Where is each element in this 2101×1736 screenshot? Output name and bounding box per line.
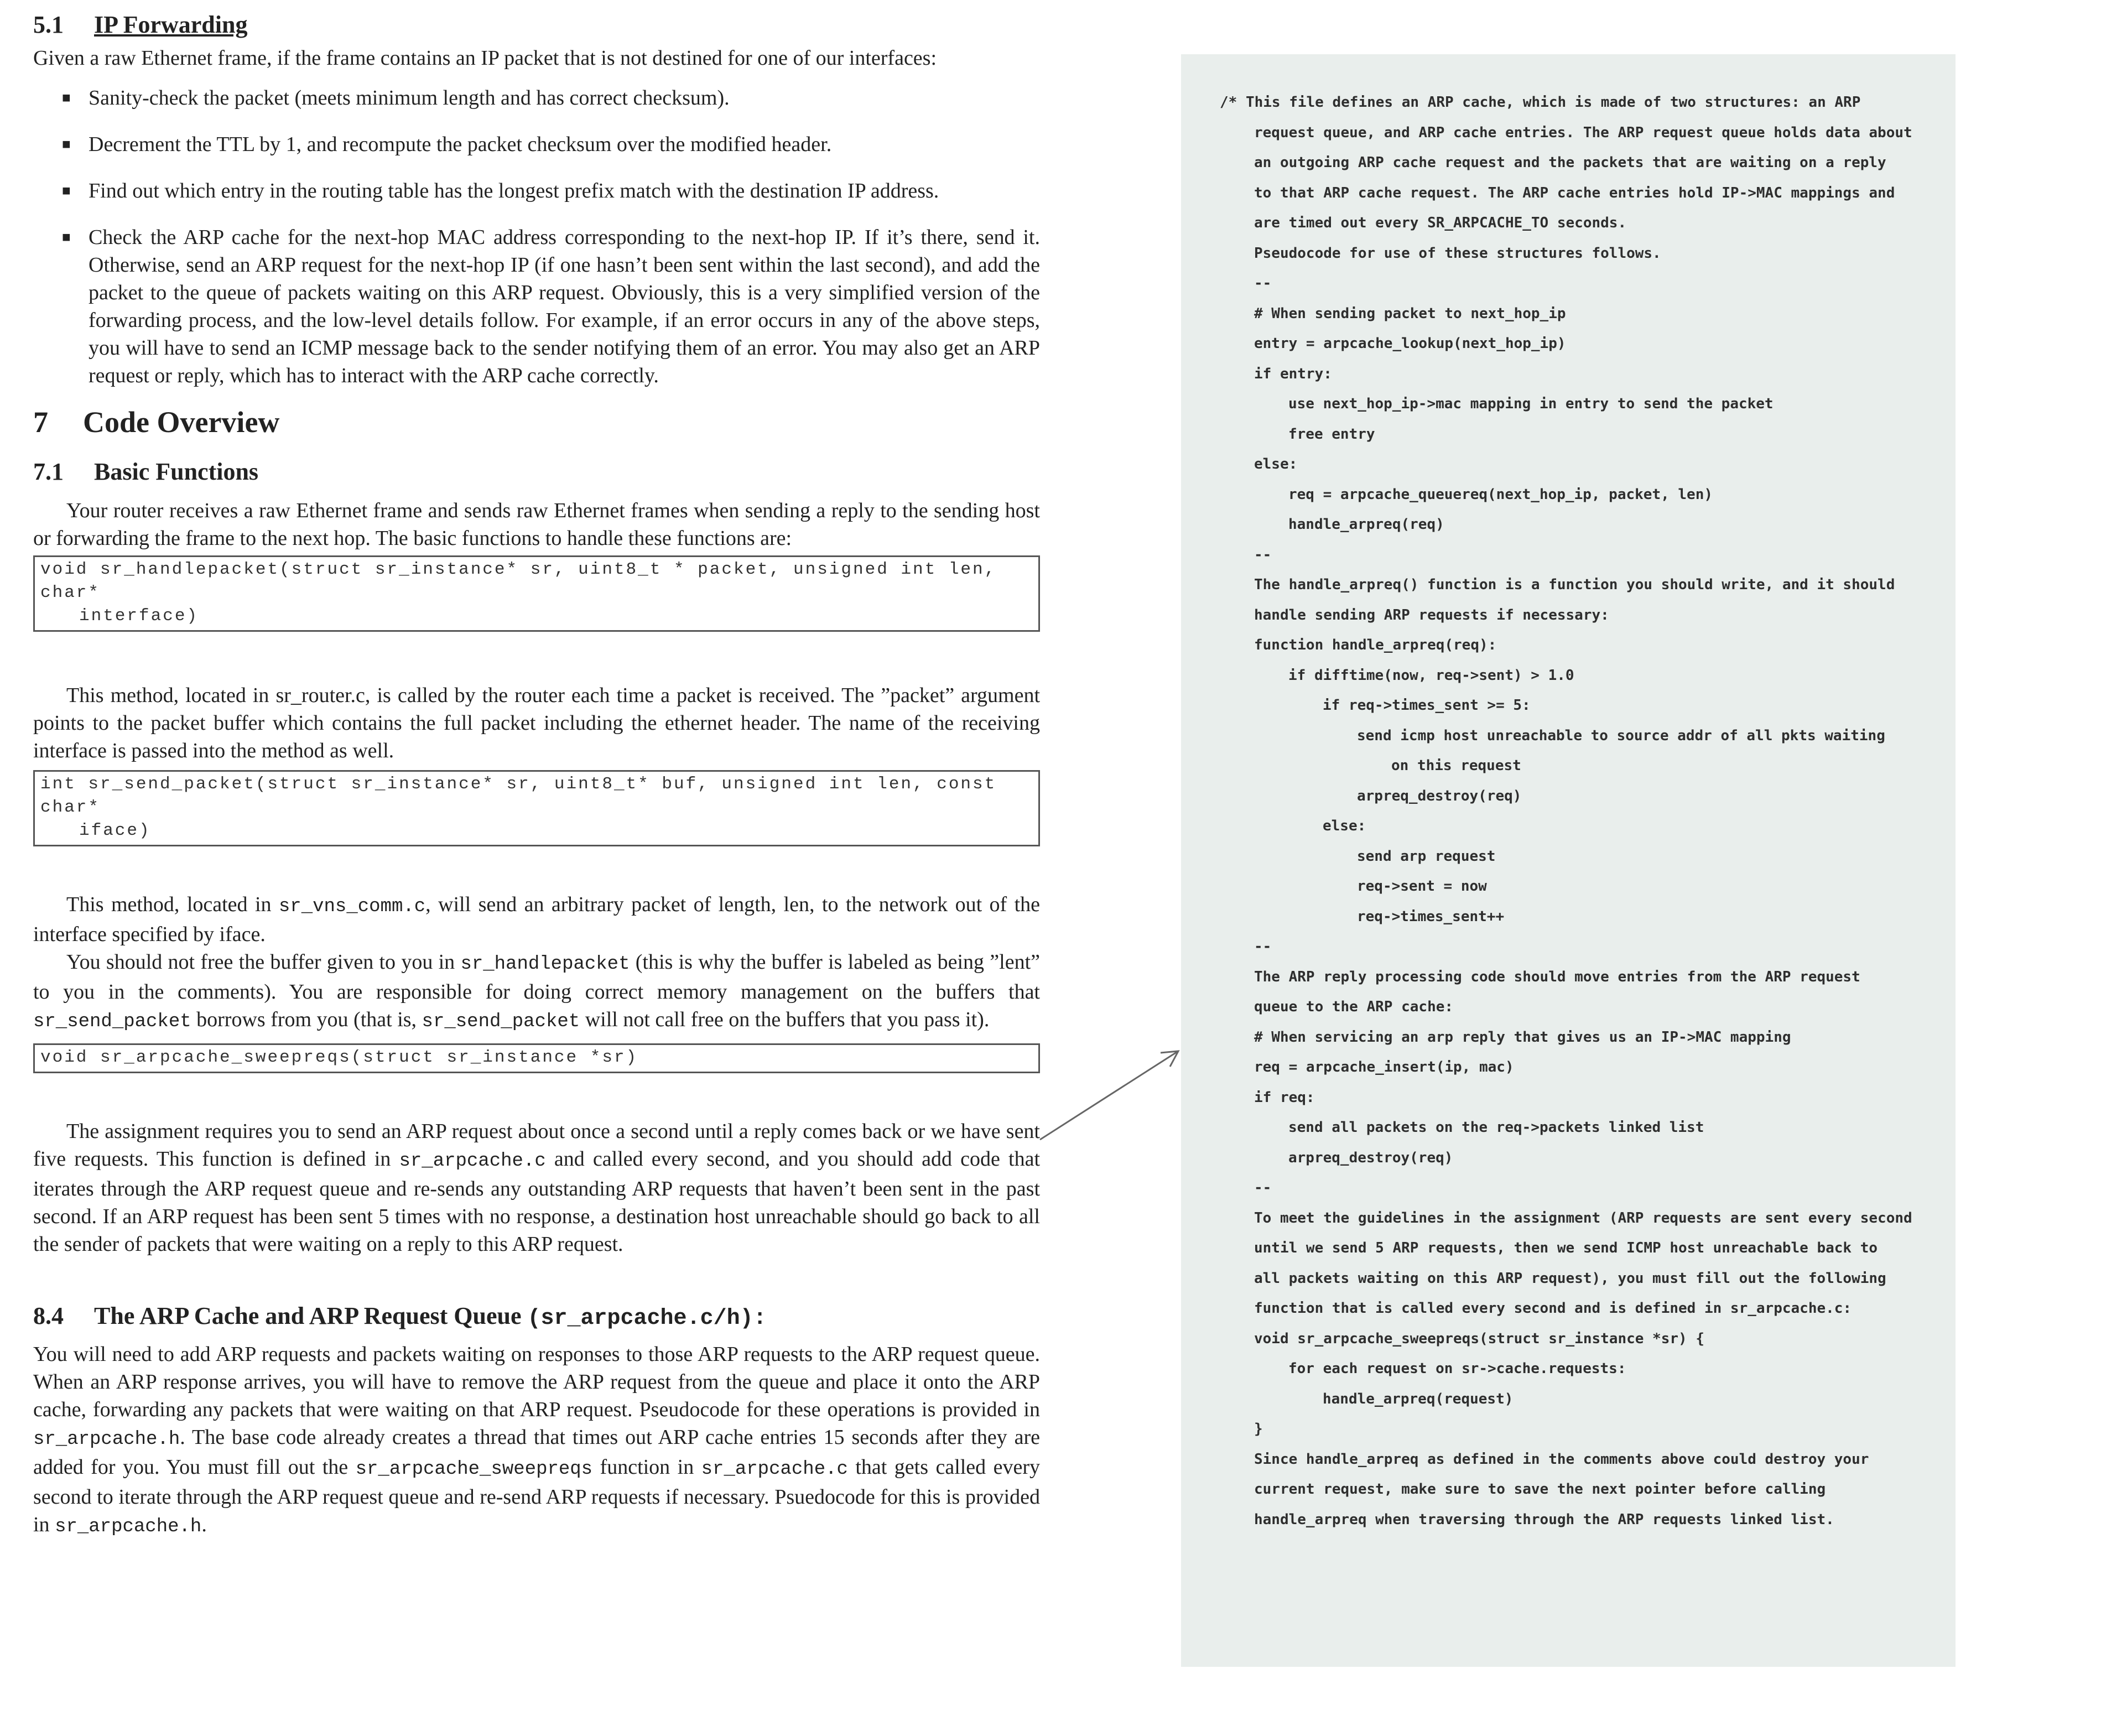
code-line: current request, make sure to save the next pointer before calling [1254, 1481, 1826, 1498]
code-line: on this request [1391, 757, 1521, 774]
list-item: ■ Check the ARP cache for the next-hop MAC address corresponding to the next-hop IP. If it’s there, send it. Otherwise, send an ARP request for the next-hop IP (if one hasn’t been sent within the last second), and add the packet to the queue of packets waiting on this ARP request. Obviously, this is a very simplified version of the forwarding process, and the low-level details follow. For example, if an error occurs in any of the above steps, you will have to send an ICMP message back to the sender notifying them of an error. You may also get an ARP request or reply, which has to interact with the ARP cache correctly. [55, 224, 1040, 389]
chapter-number: 7 [33, 406, 48, 439]
code-line: -- [1254, 546, 1272, 563]
text-run: You should not free the buffer given to you in [66, 950, 461, 974]
code-line: free entry [1288, 425, 1375, 443]
text-run: . The base code already creates a thread that times out ARP cache entries 15 seconds after they are added for you. You must fill out the [33, 1426, 1040, 1479]
code-line: /* This file defines an ARP cache, which is made of two structures: an ARP [1220, 94, 1861, 111]
section-title: IP Forwarding [94, 11, 248, 38]
inline-code: sr_arpcache.c [701, 1459, 848, 1480]
code-line: } [1254, 1421, 1263, 1437]
text-run: . [201, 1513, 207, 1536]
code-line: void sr_arpcache_sweepreqs(struct sr_instance *sr) [40, 1048, 638, 1067]
code-line: To meet the guidelines in the assignment (ARP requests are sent every second [1254, 1209, 1912, 1226]
code-line: Since handle_arpreq as defined in the comments above could destroy your [1254, 1451, 1869, 1468]
inline-code: sr_send_packet [422, 1011, 580, 1032]
sweepreqs-description [33, 1118, 1040, 1258]
send-packet-signature-box [33, 770, 1040, 846]
code-line: handle_arpreq(req) [1288, 516, 1444, 533]
chapter-title: Code Overview [83, 406, 280, 439]
code-line: send arp request [1357, 848, 1496, 865]
callout-arrow-line [1040, 1051, 1178, 1140]
pseudocode-lines [1220, 87, 1933, 1535]
code-line: handle_arpreq(request) [1323, 1390, 1514, 1407]
code-line: if entry: [1254, 365, 1332, 382]
code-line: send all packets on the req->packets linked list [1288, 1119, 1704, 1136]
text-run: borrows from you (that is, [191, 1008, 422, 1031]
code-line: all packets waiting on this ARP request), you must fill out the following [1254, 1270, 1886, 1287]
code-line: handle_arpreq when traversing through the ARP requests linked list. [1254, 1511, 1834, 1528]
inline-code: sr_arpcache_sweepreqs [355, 1459, 593, 1480]
inline-code: sr_arpcache.h [55, 1516, 202, 1537]
inline-code: sr_arpcache.c [399, 1151, 546, 1172]
code-line: arpreq_destroy(req) [1288, 1149, 1453, 1166]
buffer-ownership-paragraph [33, 948, 1040, 1036]
text-run: The assignment requires you to send an ARP request about once a second until a reply comes back or we have sent five requests. This function is defined in [33, 1120, 1040, 1171]
code-line: # When servicing an arp reply that gives us an IP->MAC mapping [1254, 1028, 1791, 1046]
code-line: The ARP reply processing code should move entries from the ARP request [1254, 968, 1860, 985]
code-line: send icmp host unreachable to source addr of all pkts waiting [1357, 727, 1885, 744]
code-line: req->times_sent++ [1357, 908, 1505, 925]
code-line: an outgoing ARP cache request and the packets that are waiting on a reply [1254, 154, 1886, 171]
section-number: 7.1 [33, 458, 64, 485]
text-run: and called every second, and you should add code that iterates through the ARP request queue and re-sends any outstanding ARP requests that haven’t been sent in the past second. If an ARP request has been sent 5 times with no response, a destination host unreachable should go back to all the sender of packets that were waiting on a reply to this ARP request. [33, 1147, 1040, 1256]
code-line: function handle_arpreq(req): [1254, 637, 1497, 653]
handlepacket-description: This method, located in sr_router.c, is called by the router each time a packet is received. The ”packet” argument points to the packet buffer which contains the full packet including the ethernet header. The name of the receiving interface is passed into the method as well. [33, 684, 1040, 762]
section-title: The ARP Cache and ARP Request Queue [94, 1302, 522, 1329]
code-line: req = arpcache_queuereq(next_hop_ip, packet, len) [1288, 486, 1713, 503]
document-text-column [33, 11, 1040, 1721]
code-line: until we send 5 ARP requests, then we send ICMP host unreachable back to [1254, 1240, 1878, 1256]
code-line: req->sent = now [1357, 878, 1487, 895]
code-line: -- [1254, 275, 1272, 292]
code-line: -- [1254, 1179, 1272, 1196]
code-line: # When sending packet to next_hop_ip [1254, 305, 1566, 322]
text-run: , will send an arbitrary packet of length, len, to the network out of the interface specified by iface. [33, 893, 1040, 946]
send-packet-description [33, 891, 1040, 948]
inline-code: sr_vns_comm.c [278, 896, 426, 917]
code-line: -- [1254, 938, 1272, 955]
list-item: ■ Decrement the TTL by 1, and recompute the packet checksum over the modified header. [55, 131, 1040, 158]
list-item: ■ Find out which entry in the routing table has the longest prefix match with the destination IP address. [55, 177, 1040, 205]
text-run: will not call free on the buffers that you pass it). [580, 1008, 990, 1031]
ip-forwarding-intro: Given a raw Ethernet frame, if the frame contains an IP packet that is not destined for one of our interfaces: [33, 46, 937, 70]
code-line: if req: [1254, 1089, 1315, 1106]
code-line: iface) [79, 821, 151, 840]
code-line: are timed out every SR_ARPCACHE_TO seconds. [1254, 215, 1627, 231]
handlepacket-signature-box [33, 555, 1040, 632]
forwarding-steps-list [33, 84, 1040, 389]
code-line: interface) [79, 606, 199, 626]
code-line: for each request on sr->cache.requests: [1288, 1360, 1626, 1377]
sweepreqs-signature-box [33, 1043, 1040, 1073]
text-run: (this is why the buffer is labeled as being ”lent” to you in the comments). You are responsible for doing correct memory management on the buffers that [33, 950, 1040, 1004]
section-title: Basic Functions [94, 458, 259, 485]
text-run: function in [592, 1456, 701, 1479]
code-line: entry = arpcache_lookup(next_hop_ip) [1254, 335, 1566, 352]
chapter-7-heading [33, 406, 1040, 439]
inline-code: sr_send_packet [33, 1011, 191, 1032]
text-run: You will need to add ARP requests and packets waiting on responses to those ARP requests to the ARP request queue. When an ARP response arrives, you will have to remove the ARP request from the queue and place it onto the ARP cache, forwarding any packets that were waiting on that ARP request. Pseudocode for these operations is provided in [33, 1343, 1040, 1421]
text-run: that gets called every second to iterate through the ARP request queue and re-send ARP requests if necessary. Psuedocode for this is provided in [33, 1456, 1040, 1536]
inline-code: sr_handlepacket [460, 954, 630, 975]
callout-arrow-head [1161, 1051, 1178, 1067]
section-5-1-heading [33, 11, 1040, 39]
inline-code: sr_arpcache.h [33, 1429, 180, 1450]
text-run: This method, located in [66, 893, 279, 916]
code-line: if difftime(now, req->sent) > 1.0 [1288, 667, 1574, 684]
section-8-4-heading [33, 1302, 1040, 1333]
code-line: void sr_handlepacket(struct sr_instance* sr, uint8_t * packet, unsigned int len, char* [40, 560, 997, 602]
section-number: 5.1 [33, 11, 64, 38]
section-number: 8.4 [33, 1302, 64, 1329]
code-line: to that ARP cache request. The ARP cache entries hold IP->MAC mappings and [1254, 184, 1895, 201]
code-line: request queue, and ARP cache entries. The ARP request queue holds data about [1254, 124, 1912, 141]
basic-functions-paragraph: Your router receives a raw Ethernet frame and sends raw Ethernet frames when sending a reply to the sending host or forwarding the frame to the next hop. The basic functions to handle these functions are: [33, 499, 1040, 550]
code-line: The handle_arpreq() function is a function you should write, and it should [1254, 576, 1895, 593]
pseudocode-panel [1181, 54, 1956, 1667]
code-line: else: [1323, 818, 1366, 834]
code-line: queue to the ARP cache: [1254, 999, 1454, 1015]
arp-cache-paragraph [33, 1340, 1040, 1541]
code-line: arpreq_destroy(req) [1357, 787, 1522, 804]
code-line: else: [1254, 456, 1298, 472]
code-line: int sr_send_packet(struct sr_instance* sr, uint8_t* buf, unsigned int len, const char* [40, 775, 997, 817]
code-line: if req->times_sent >= 5: [1323, 697, 1531, 714]
code-line: void sr_arpcache_sweepreqs(struct sr_instance *sr) { [1254, 1330, 1704, 1347]
section-7-1-heading [33, 458, 1040, 486]
code-line: function that is called every second and is defined in sr_arpcache.c: [1254, 1300, 1852, 1317]
code-line: Pseudocode for use of these structures follows. [1254, 245, 1661, 262]
list-item: ■ Sanity-check the packet (meets minimum length and has correct checksum). [55, 84, 1040, 112]
code-line: use next_hop_ip->mac mapping in entry to send the packet [1288, 396, 1774, 412]
section-title-code: (sr_arpcache.c/h): [527, 1306, 767, 1331]
code-line: handle sending ARP requests if necessary: [1254, 606, 1609, 623]
code-line: req = arpcache_insert(ip, mac) [1254, 1059, 1514, 1075]
